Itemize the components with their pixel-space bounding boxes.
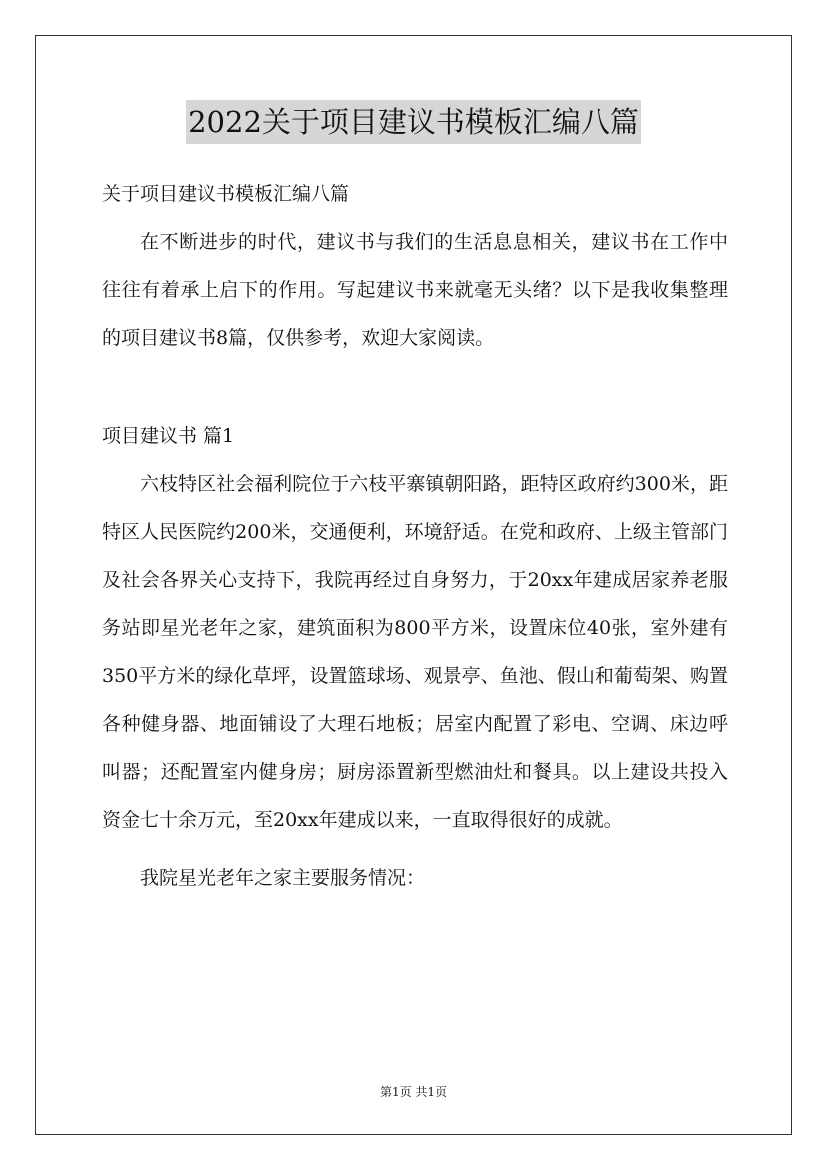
title-container bbox=[0, 100, 827, 144]
section-heading: 项目建议书 篇1 bbox=[102, 425, 235, 447]
intro-paragraph: 在不断进步的时代，建议书与我们的生活息息相关，建议书在工作中往往有着承上启下的作用。写起建议书来就毫无头绪？以下是我收集整理的项目建议书8篇，仅供参考，欢迎大家阅读。 bbox=[102, 231, 728, 349]
document-subtitle: 关于项目建议书模板汇编八篇 bbox=[102, 183, 350, 205]
section-gap bbox=[102, 362, 728, 412]
section-followup-paragraph: 我院星光老年之家主要服务情况： bbox=[140, 867, 426, 889]
section-paragraph: 六枝特区社会福利院位于六枝平寨镇朝阳路，距特区政府约300米，距特区人民医院约200米，交通便利，环境舒适。在党和政府、上级主管部门及社会各界关心支持下，我院再经过自身努力，于20xx年建成居家养老服务站即星光老年之家，建筑面积为800平方米，设置床位40张，室外建有350平方米的绿化草坪，设置篮球场、观景亭、鱼池、假山和葡萄架、购置各种健身器、地面铺设了大理石地板；居室内配置了彩电、空调、床边呼叫器；还配置室内健身房；厨房添置新型燃油灶和餐具。以上建设共投入资金七十余万元，至20xx年建成以来，一直取得很好的成就。 bbox=[102, 473, 728, 831]
document-body bbox=[102, 170, 728, 902]
document-title: 2022关于项目建议书模板汇编八篇 bbox=[186, 100, 641, 144]
page-footer: 第1页 共1页 bbox=[379, 1085, 448, 1099]
